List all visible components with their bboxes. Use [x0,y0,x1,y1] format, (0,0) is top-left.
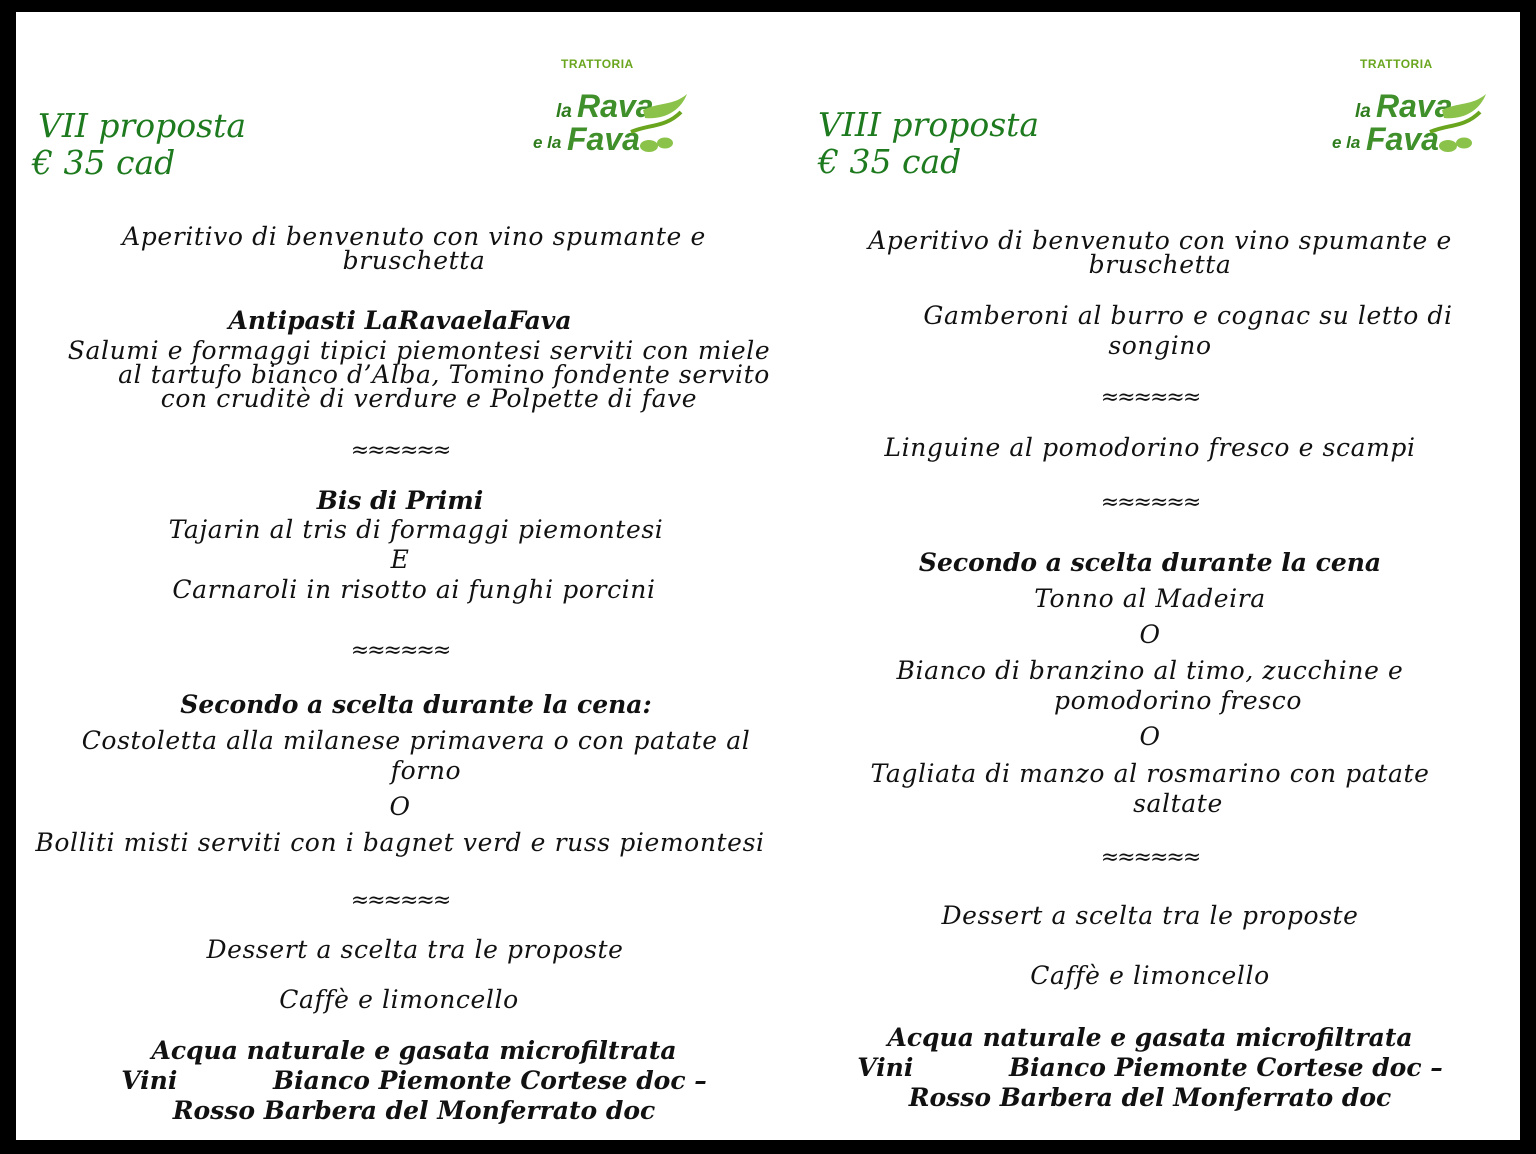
menu-page-vii [16,12,796,1140]
secondo-line-5: O [1139,722,1161,751]
bean-icon-2 [657,138,673,149]
separator-3: ≈≈≈≈≈≈ [1100,845,1200,870]
logo-rava-text: Rava [577,88,654,124]
caffe-line: Caffè e limoncello [279,985,519,1014]
secondo-title: Secondo a scelta durante la cena [918,548,1382,577]
bean-icon [1439,140,1457,152]
primo-line: Linguine al pomodorino fresco e scampi [884,433,1416,462]
secondo-line-6: Tagliata di manzo al rosmarino con patate [870,759,1430,788]
dessert-line: Dessert a scelta tra le proposte [206,935,624,964]
caffe-line: Caffè e limoncello [1030,961,1270,990]
drinks-line-2: Vini Bianco Piemonte Cortese doc – [121,1066,707,1095]
separator: ≈≈≈≈≈≈ [1100,385,1200,410]
drinks-line-1: Acqua naturale e gasata microfiltrata [151,1036,677,1065]
bean-icon [640,140,658,152]
dessert-line: Dessert a scelta tra le proposte [941,901,1359,930]
proposal-title: VII proposta [38,106,247,145]
aperitivo-line-1: Aperitivo di benvenuto con vino spumante e [868,226,1452,255]
antipasti-line-2: al tartufo bianco d’Alba, Tomino fondente servito [118,360,770,389]
primi-title: Bis di Primi [316,486,484,515]
drinks-line-2: Vini Bianco Piemonte Cortese doc – [857,1053,1443,1082]
secondo-line-2: O [1139,620,1161,649]
secondo-line-4: Bolliti misti serviti con i bagnet verd e russ piemontesi [35,828,765,857]
menu-sheet [16,12,1520,1140]
primi-line-3: Carnaroli in risotto ai funghi porcini [172,575,656,604]
logo-e-la-text: e la [1332,133,1361,152]
trattoria-logo [1330,50,1490,160]
secondo-line-7: saltate [1133,789,1223,818]
trattoria-logo [531,50,691,160]
logo-la-text: la [1355,101,1371,122]
antipasto-line-1: Gamberoni al burro e cognac su letto di [923,301,1453,330]
drinks-line-1: Acqua naturale e gasata microfiltrata [887,1023,1413,1052]
logo-trattoria-text: TRATTORIA [1360,57,1433,71]
logo-fava-text: Fava [1366,121,1439,157]
aperitivo-line-2: bruschetta [1088,250,1232,279]
primi-line-1: Tajarin al tris di formaggi piemontesi [168,515,664,544]
proposal-price: € 35 cad [32,143,176,182]
logo-rava-text: Rava [1376,88,1453,124]
secondo-line-3: O [389,792,411,821]
secondo-line-1: Costoletta alla milanese primavera o con patate al [81,726,751,755]
logo-e-la-text: e la [533,133,562,152]
proposal-title: VIII proposta [818,105,1040,144]
secondo-line-2: forno [390,756,462,785]
secondo-line-3: Bianco di branzino al timo, zucchine e [896,656,1404,685]
separator: ≈≈≈≈≈≈ [350,438,450,463]
secondo-title: Secondo a scelta durante la cena: [180,690,652,719]
logo-trattoria-text: TRATTORIA [561,57,634,71]
primi-line-2: E [390,545,410,574]
separator-3: ≈≈≈≈≈≈ [350,888,450,913]
secondo-line-4: pomodorino fresco [1054,686,1302,715]
aperitivo-line-1: Aperitivo di benvenuto con vino spumante e [122,222,706,251]
logo-fava-text: Fava [567,121,640,157]
antipasti-line-3: con cruditè di verdure e Polpette di fave [160,384,698,413]
secondo-line-1: Tonno al Madeira [1034,584,1266,613]
antipasti-title: Antipasti LaRavaelaFava [228,306,572,335]
antipasto-line-2: songino [1108,331,1212,360]
antipasti-line-1: Salumi e formaggi tipici piemontesi serviti con miele [67,336,771,365]
proposal-price: € 35 cad [818,142,962,181]
logo-la-text: la [556,101,572,122]
drinks-line-3: Rosso Barbera del Monferrato doc [172,1096,656,1125]
aperitivo-line-2: bruschetta [342,246,486,275]
bean-icon-2 [1456,138,1472,149]
drinks-line-3: Rosso Barbera del Monferrato doc [908,1083,1392,1112]
menu-page-viii [806,12,1506,1140]
separator-2: ≈≈≈≈≈≈ [1100,490,1200,515]
separator-2: ≈≈≈≈≈≈ [350,638,450,663]
